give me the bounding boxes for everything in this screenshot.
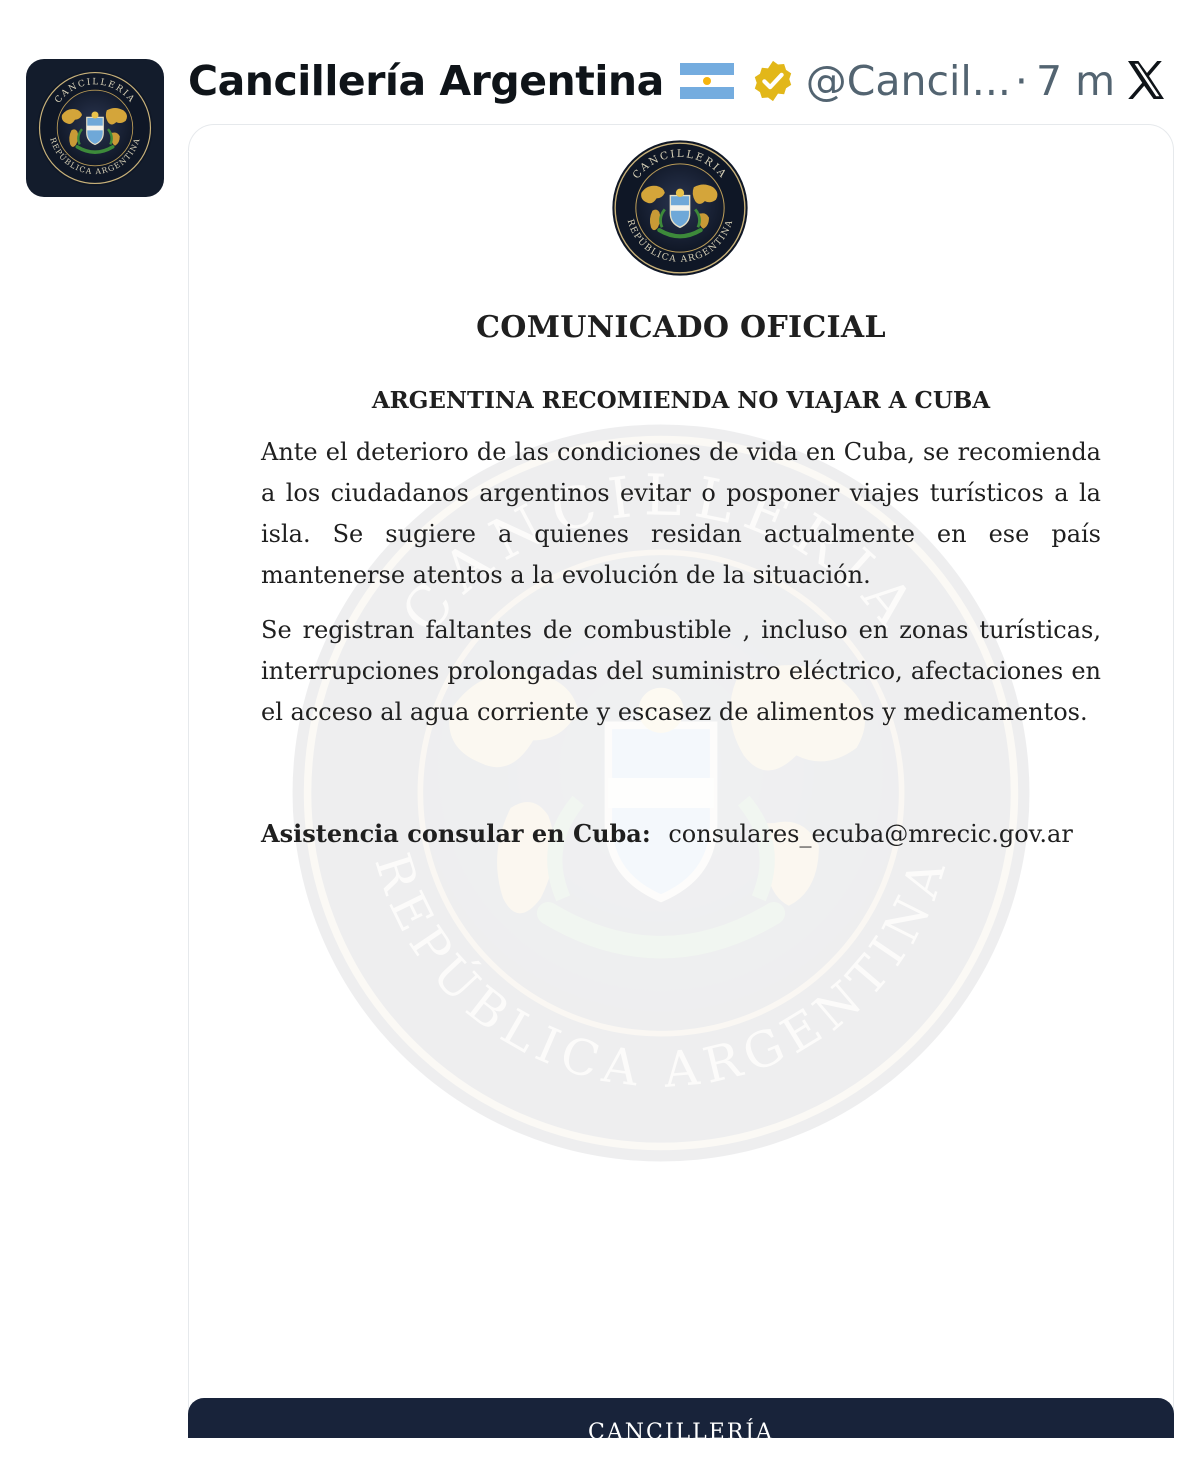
cancilleria-seal-icon xyxy=(36,69,154,187)
media-card[interactable] xyxy=(188,124,1174,1411)
tweet-header xyxy=(188,52,1178,110)
author-handle[interactable]: @Cancil... xyxy=(805,57,1011,105)
contact-email: consulares_ecuba@mrecic.gov.ar xyxy=(668,820,1073,848)
verified-badge-icon[interactable] xyxy=(750,58,796,104)
document-seal-icon xyxy=(611,139,749,277)
author-name[interactable]: Cancillería Argentina xyxy=(188,57,664,105)
paragraph-2: Se registran faltantes de combustible , incluso en zonas turísticas, interrupciones prolongadas del suministro eléctrico, afectaciones en el acceso al agua corriente y escasez de alimentos y medicamentos. xyxy=(261,616,1101,726)
tweet-timestamp[interactable]: 7 m xyxy=(1035,57,1116,105)
avatar[interactable] xyxy=(26,59,164,197)
document-title: COMUNICADO OFICIAL xyxy=(476,310,886,345)
document-footer-bar xyxy=(188,1398,1174,1438)
x-logo-icon[interactable] xyxy=(1122,56,1170,104)
argentina-flag-icon xyxy=(680,63,734,99)
meta-separator: · xyxy=(1014,57,1028,105)
official-statement xyxy=(261,310,1101,848)
consular-contact xyxy=(261,819,1101,848)
paragraph-1: Ante el deterioro de las condiciones de vida en Cuba, se recomienda a los ciudadanos argentinos evitar o posponer viajes turísticos a la isla. Se sugiere a quienes residan actualmente en ese país mantenerse atentos a la evolución de la situación. xyxy=(261,438,1101,589)
document-headline: ARGENTINA RECOMIENDA NO VIAJAR A CUBA xyxy=(371,387,991,414)
contact-label: Asistencia consular en Cuba: xyxy=(261,819,651,848)
footer-text: CANCILLERÍA xyxy=(588,1420,774,1438)
